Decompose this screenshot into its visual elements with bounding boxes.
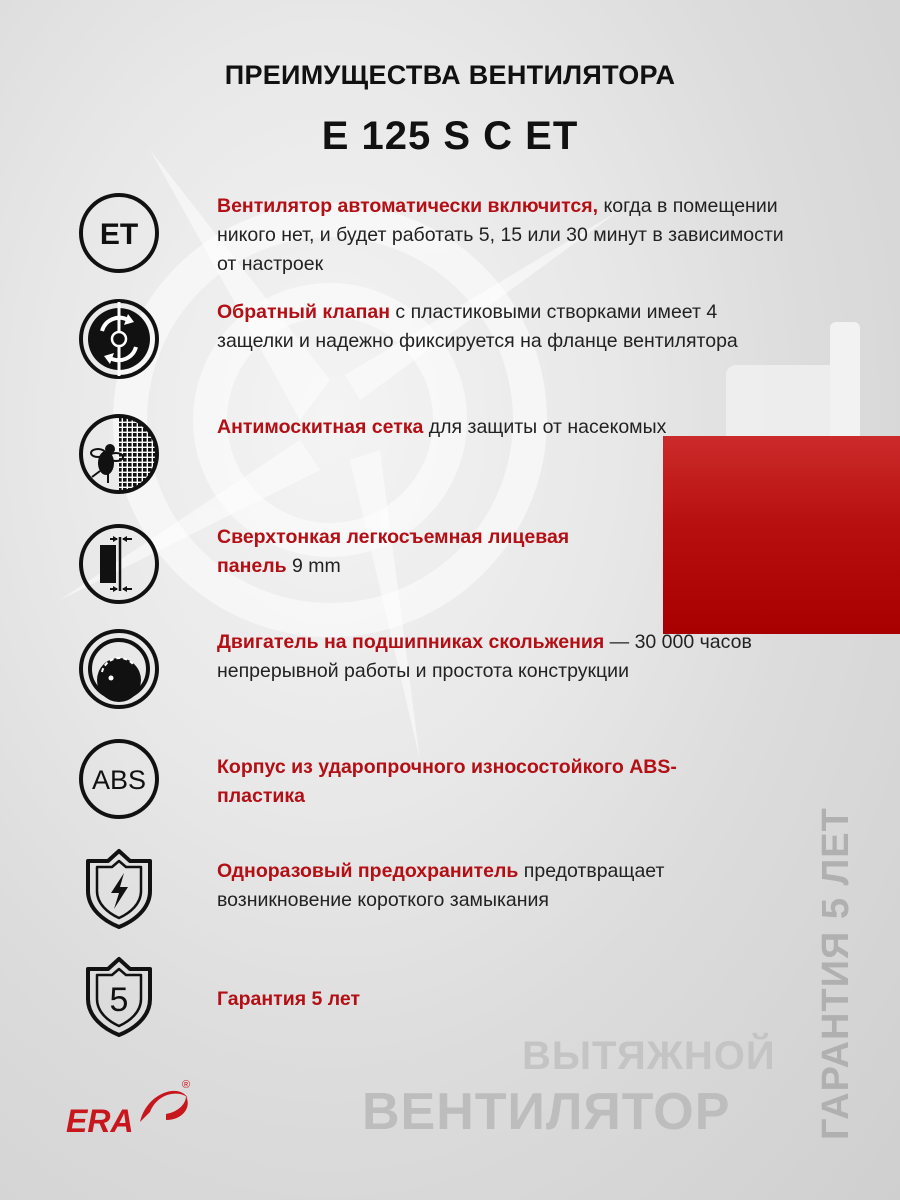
mosquito-net-icon [78, 413, 160, 495]
feature-highlight: Корпус из ударопрочного износостойкого ABS-пластика [217, 756, 677, 807]
feature-description: когда в помещении никого нет, и будет работать 5, 15 или 30 минут в зависимости от настроек [217, 195, 784, 275]
feature-item [78, 847, 778, 937]
feature-item [78, 738, 778, 828]
feature-highlight: Двигатель на подшипниках скольжения [217, 631, 605, 653]
feature-highlight: Обратный клапан [217, 301, 390, 323]
feature-description: для защиты от насекомых [423, 416, 667, 438]
feature-text [217, 413, 787, 442]
check-valve-icon [78, 298, 160, 380]
warranty-shield-icon [78, 955, 160, 1037]
feature-highlight: Гарантия 5 лет [217, 988, 361, 1010]
feature-item [78, 523, 778, 613]
feature-text [217, 628, 787, 686]
feature-description: 9 mm [286, 555, 341, 577]
feature-text [217, 298, 787, 356]
svg-text:ERA: ERA [66, 1103, 134, 1139]
feature-text [217, 192, 787, 279]
feature-text [217, 985, 787, 1014]
svg-text:5: 5 [109, 981, 129, 1019]
feature-item [78, 413, 778, 503]
feature-description: — 30 000 часов непрерывной работы и простота конструкции [217, 631, 752, 682]
feature-item [78, 628, 778, 718]
feature-item [78, 192, 784, 282]
model-name: E 125 S C ET [321, 114, 579, 158]
page-title: ПРЕИМУЩЕСТВА ВЕНТИЛЯТОРА [224, 60, 676, 90]
svg-text:ET: ET [99, 218, 139, 251]
watermark-line2: ВЕНТИЛЯТОР [362, 1083, 731, 1141]
svg-text:ABS: ABS [91, 765, 147, 795]
feature-description: предотвращает возникновение короткого замыкания [217, 860, 665, 911]
feature-highlight: Одноразовый предохранитель [217, 860, 519, 882]
thin-panel-icon [78, 523, 160, 605]
abs-icon [78, 738, 160, 820]
feature-text [217, 857, 787, 915]
feature-item [78, 955, 778, 1045]
feature-highlight: Вентилятор автоматически включится, [217, 195, 599, 217]
era-logo [62, 1076, 202, 1146]
fuse-shield-icon [78, 847, 160, 929]
feature-text [217, 753, 717, 811]
warranty-vertical-text: ГАРАНТИЯ 5 ЛЕТ [815, 807, 857, 1140]
feature-highlight: Антимоскитная сетка [217, 416, 424, 438]
et-timer-icon [78, 192, 160, 274]
feature-highlight: Сверхтонкая легкосъемная лицевая панель [217, 526, 570, 577]
feature-description: с пластиковыми створками имеет 4 защелки и надежно фиксируется на фланце вентилятора [217, 301, 738, 352]
bearing-motor-icon [78, 628, 160, 710]
feature-item [78, 298, 778, 388]
feature-text [217, 523, 637, 581]
watermark-line1: ВЫТЯЖНОЙ [522, 1034, 776, 1078]
svg-text:®: ® [182, 1079, 191, 1091]
